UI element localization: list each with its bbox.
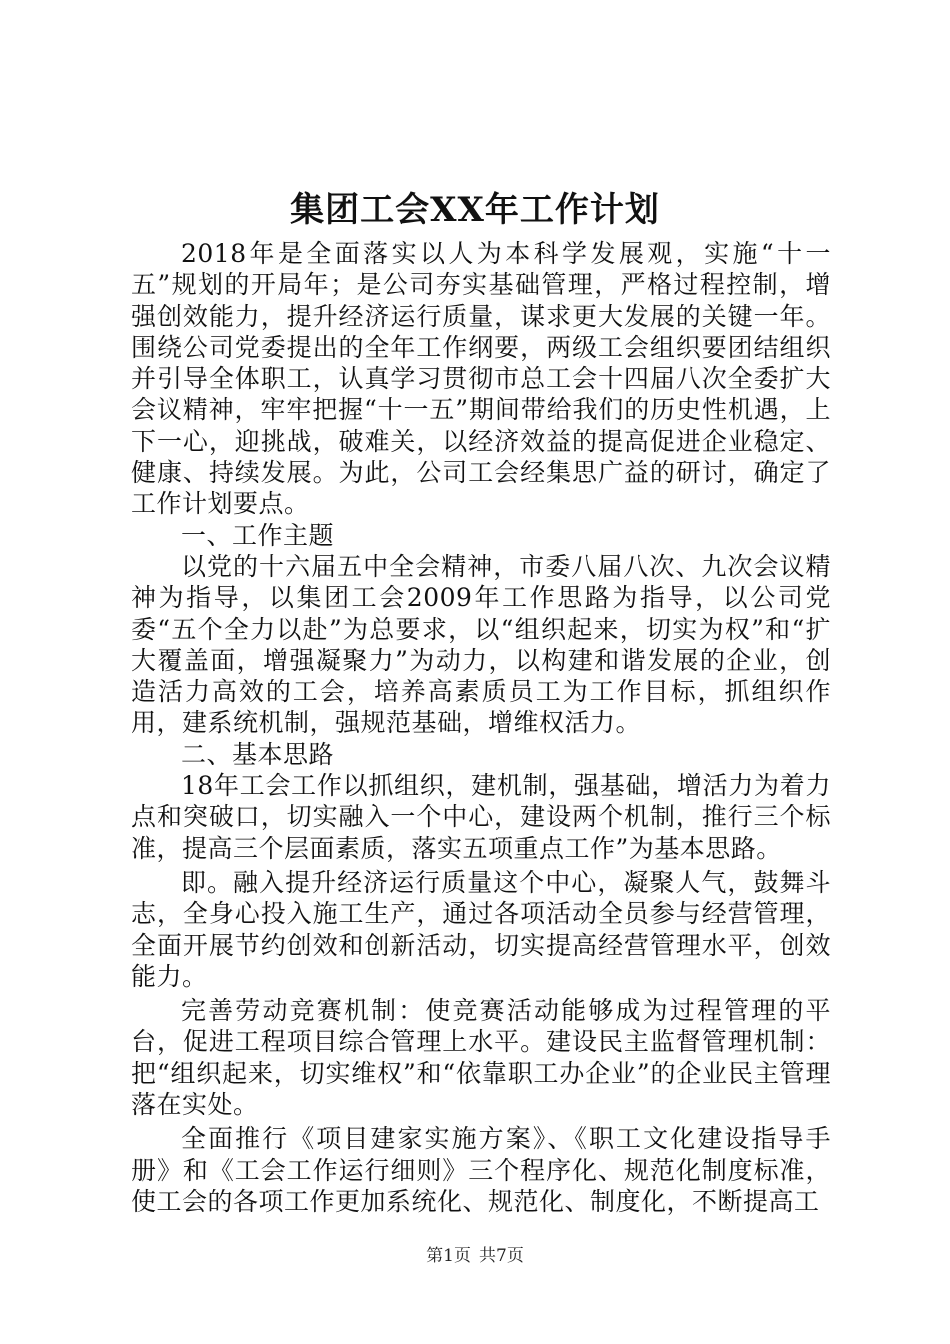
page-number: 第1页 xyxy=(426,1246,471,1266)
page-total: 共7页 xyxy=(479,1246,524,1266)
paragraph-center: 即。融入提升经济运行质量这个中心，凝聚人气，鼓舞斗志，全身心投入施工生产，通过各项活动全员参与经营管理，全面开展节约创效和创新活动，切实提高经营管理水平，创效能力。 xyxy=(131,867,831,991)
paragraph-intro: 2018年是全面落实以人为本科学发展观，实施“十一五”规划的开局年；是公司夯实基础管理，严格过程控制，增强创效能力，提升经济运行质量，谋求更大发展的关键一年。围绕公司党委提出的全年工作纲要，两级工会组织要团结组织并引导全体职工，认真学习贯彻市总工会十四届八次全委扩大会议精神，牢牢把握“十一五”期间带给我们的历史性机遇，上下一心，迎挑战，破难关，以经济效益的提高促进企业稳定、健康、持续发展。为此，公司工会经集思广益的研讨，确定了工作计划要点。 xyxy=(131,239,831,519)
paragraph-mechanisms: 完善劳动竞赛机制：使竞赛活动能够成为过程管理的平台，促进工程项目综合管理上水平。建设民主监督管理机制：把“组织起来，切实维权”和“依靠职工办企业”的企业民主管理落在实处。 xyxy=(131,996,831,1120)
document-body xyxy=(131,238,831,1217)
paragraph-theme: 以党的十六届五中全会精神，市委八届八次、九次会议精神为指导，以集团工会2009年工作思路为指导，以公司党委“五个全力以赴”为总要求，以“组织起来，切实为权”和“扩大覆盖面，增强凝聚力”为动力，以构建和谐发展的企业，创造活力高效的工会，培养高素质员工为工作目标，抓组织作用，建系统机制，强规范基础，增维权活力。 xyxy=(131,551,831,738)
section-heading-approach: 二、基本思路 xyxy=(181,739,335,769)
page-footer xyxy=(0,1244,950,1268)
section-heading-theme: 一、工作主题 xyxy=(181,520,335,550)
document-title: 集团工会XX年工作计划 xyxy=(290,190,660,230)
paragraph-approach: 18年工会工作以抓组织，建机制，强基础，增活力为着力点和突破口，切实融入一个中心，建设两个机制，推行三个标准，提高三个层面素质，落实五项重点工作”为基本思路。 xyxy=(131,771,831,863)
paragraph-standards: 全面推行《项目建家实施方案》、《职工文化建设指导手册》和《工会工作运行细则》三个程序化、规范化制度标准，使工会的各项工作更加系统化、规范化、制度化，不断提高工 xyxy=(131,1124,831,1216)
